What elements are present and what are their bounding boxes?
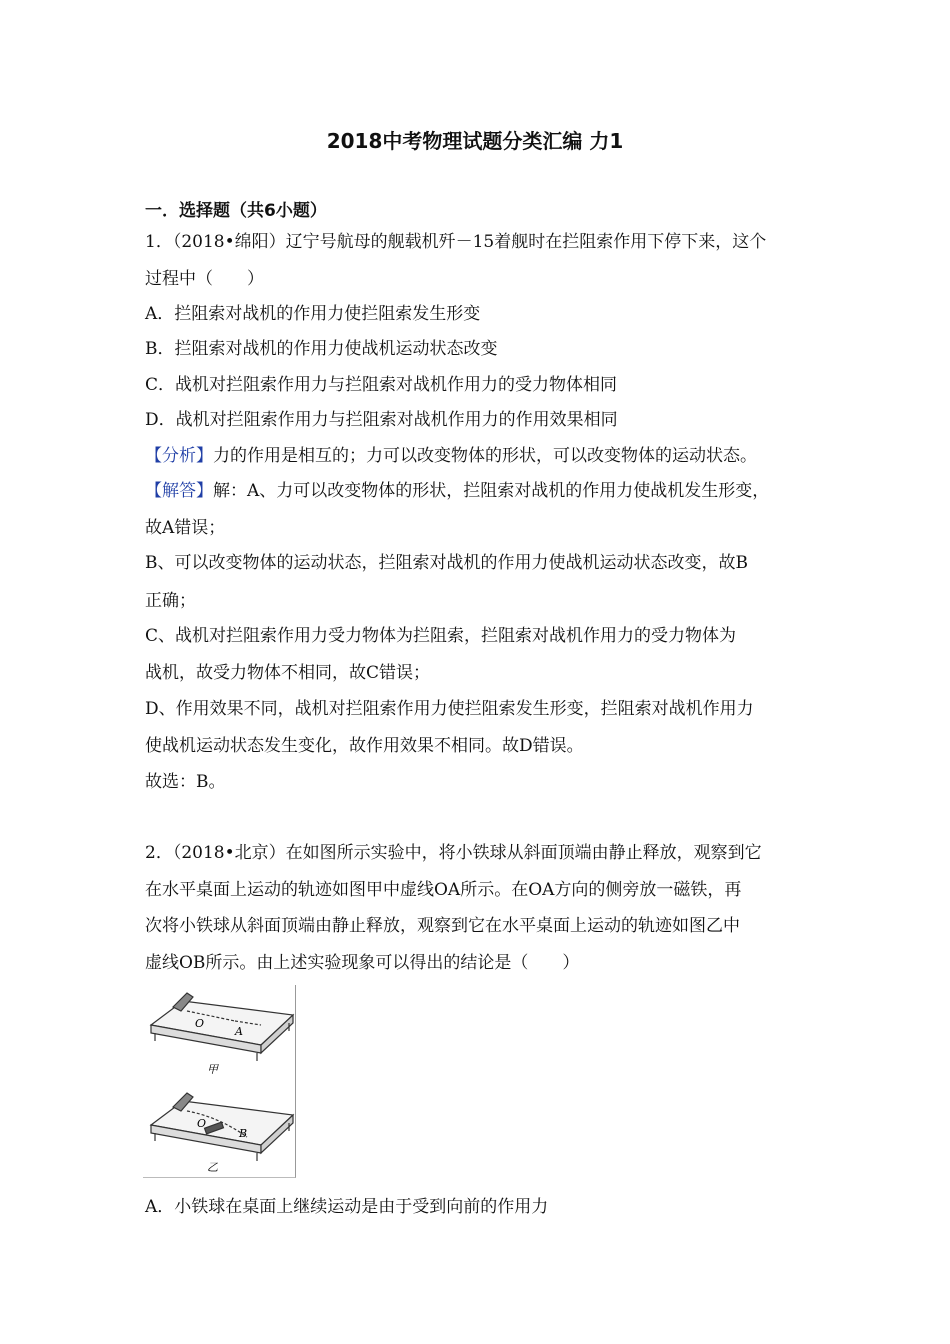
q1-answer-line-5: C、战机对拦阻索作用力受力物体为拦阻索，拦阻索对战机作用力的受力物体为 — [145, 626, 737, 646]
q1-analysis — [145, 445, 757, 467]
q2-stem-line-2: 在水平桌面上运动的轨迹如图甲中虚线OA所示。在OA方向的侧旁放一磁铁，再 — [145, 880, 742, 900]
q2-stem-line-4: 虚线OB所示。由上述实验现象可以得出的结论是（ ） — [145, 953, 580, 973]
figure-bottom-table — [151, 1093, 293, 1161]
q2-option-a: A．小铁球在桌面上继续运动是由于受到向前的作用力 — [145, 1197, 549, 1217]
q1-option-a: A．拦阻索对战机的作用力使拦阻索发生形变 — [145, 304, 481, 324]
q2-stem-line-3: 次将小铁球从斜面顶端由静止释放，观察到它在水平桌面上运动的轨迹如图乙中 — [145, 916, 740, 936]
figure-top-table — [151, 993, 293, 1061]
q1-answer-line-1 — [145, 480, 769, 502]
analysis-text: 力的作用是相互的；力可以改变物体的形状，可以改变物体的运动状态。 — [213, 446, 757, 466]
q1-answer-line-4: 正确； — [145, 591, 196, 611]
q1-option-b: B．拦阻索对战机的作用力使战机运动状态改变 — [145, 339, 498, 359]
q1-answer-line-2: 故A错误； — [145, 518, 226, 538]
q1-option-d: D．战机对拦阻索作用力与拦阻索对战机作用力的作用效果相同 — [145, 410, 618, 430]
answer-text: 解：A、力可以改变物体的形状，拦阻索对战机的作用力使战机发生形变， — [213, 481, 770, 501]
section-heading: 一．选择题（共6小题） — [145, 201, 327, 221]
q1-answer-line-8: 使战机运动状态发生变化，故作用效果不相同。故D错误。 — [145, 736, 584, 756]
q1-stem-line-2: 过程中（ ） — [145, 269, 264, 289]
experiment-figure — [143, 985, 296, 1178]
q1-answer-line-6: 战机，故受力物体不相同，故C错误； — [145, 663, 431, 683]
analysis-tag: 【分析】 — [145, 446, 213, 466]
q1-option-c: C．战机对拦阻索作用力与拦阻索对战机作用力的受力物体相同 — [145, 375, 618, 395]
answer-tag: 【解答】 — [145, 481, 213, 501]
q1-stem-line-1: 1．（2018•绵阳）辽宁号航母的舰载机歼－15着舰时在拦阻索作用下停下来，这个 — [145, 232, 767, 252]
figure-bottom-label-o: O — [197, 1117, 207, 1130]
q1-choice: 故选：B。 — [145, 772, 226, 792]
figure-top-label-o: O — [195, 1017, 205, 1030]
figure-bottom-label-b: B — [239, 1127, 248, 1140]
page-title: 2018中考物理试题分类汇编 力1 — [326, 129, 624, 153]
figure-bottom-caption: 乙 — [207, 1161, 218, 1174]
q1-answer-line-7: D、作用效果不同，战机对拦阻索作用力使拦阻索发生形变，拦阻索对战机作用力 — [145, 699, 754, 719]
figure-top-caption: 甲 — [207, 1063, 218, 1076]
experiment-figure-drawing — [143, 985, 295, 1177]
figure-top-label-a: A — [235, 1025, 243, 1038]
q2-stem-line-1: 2．（2018•北京）在如图所示实验中，将小铁球从斜面顶端由静止释放，观察到它 — [145, 843, 762, 863]
q1-answer-line-3: B、可以改变物体的运动状态，拦阻索对战机的作用力使战机运动状态改变，故B — [145, 553, 748, 573]
